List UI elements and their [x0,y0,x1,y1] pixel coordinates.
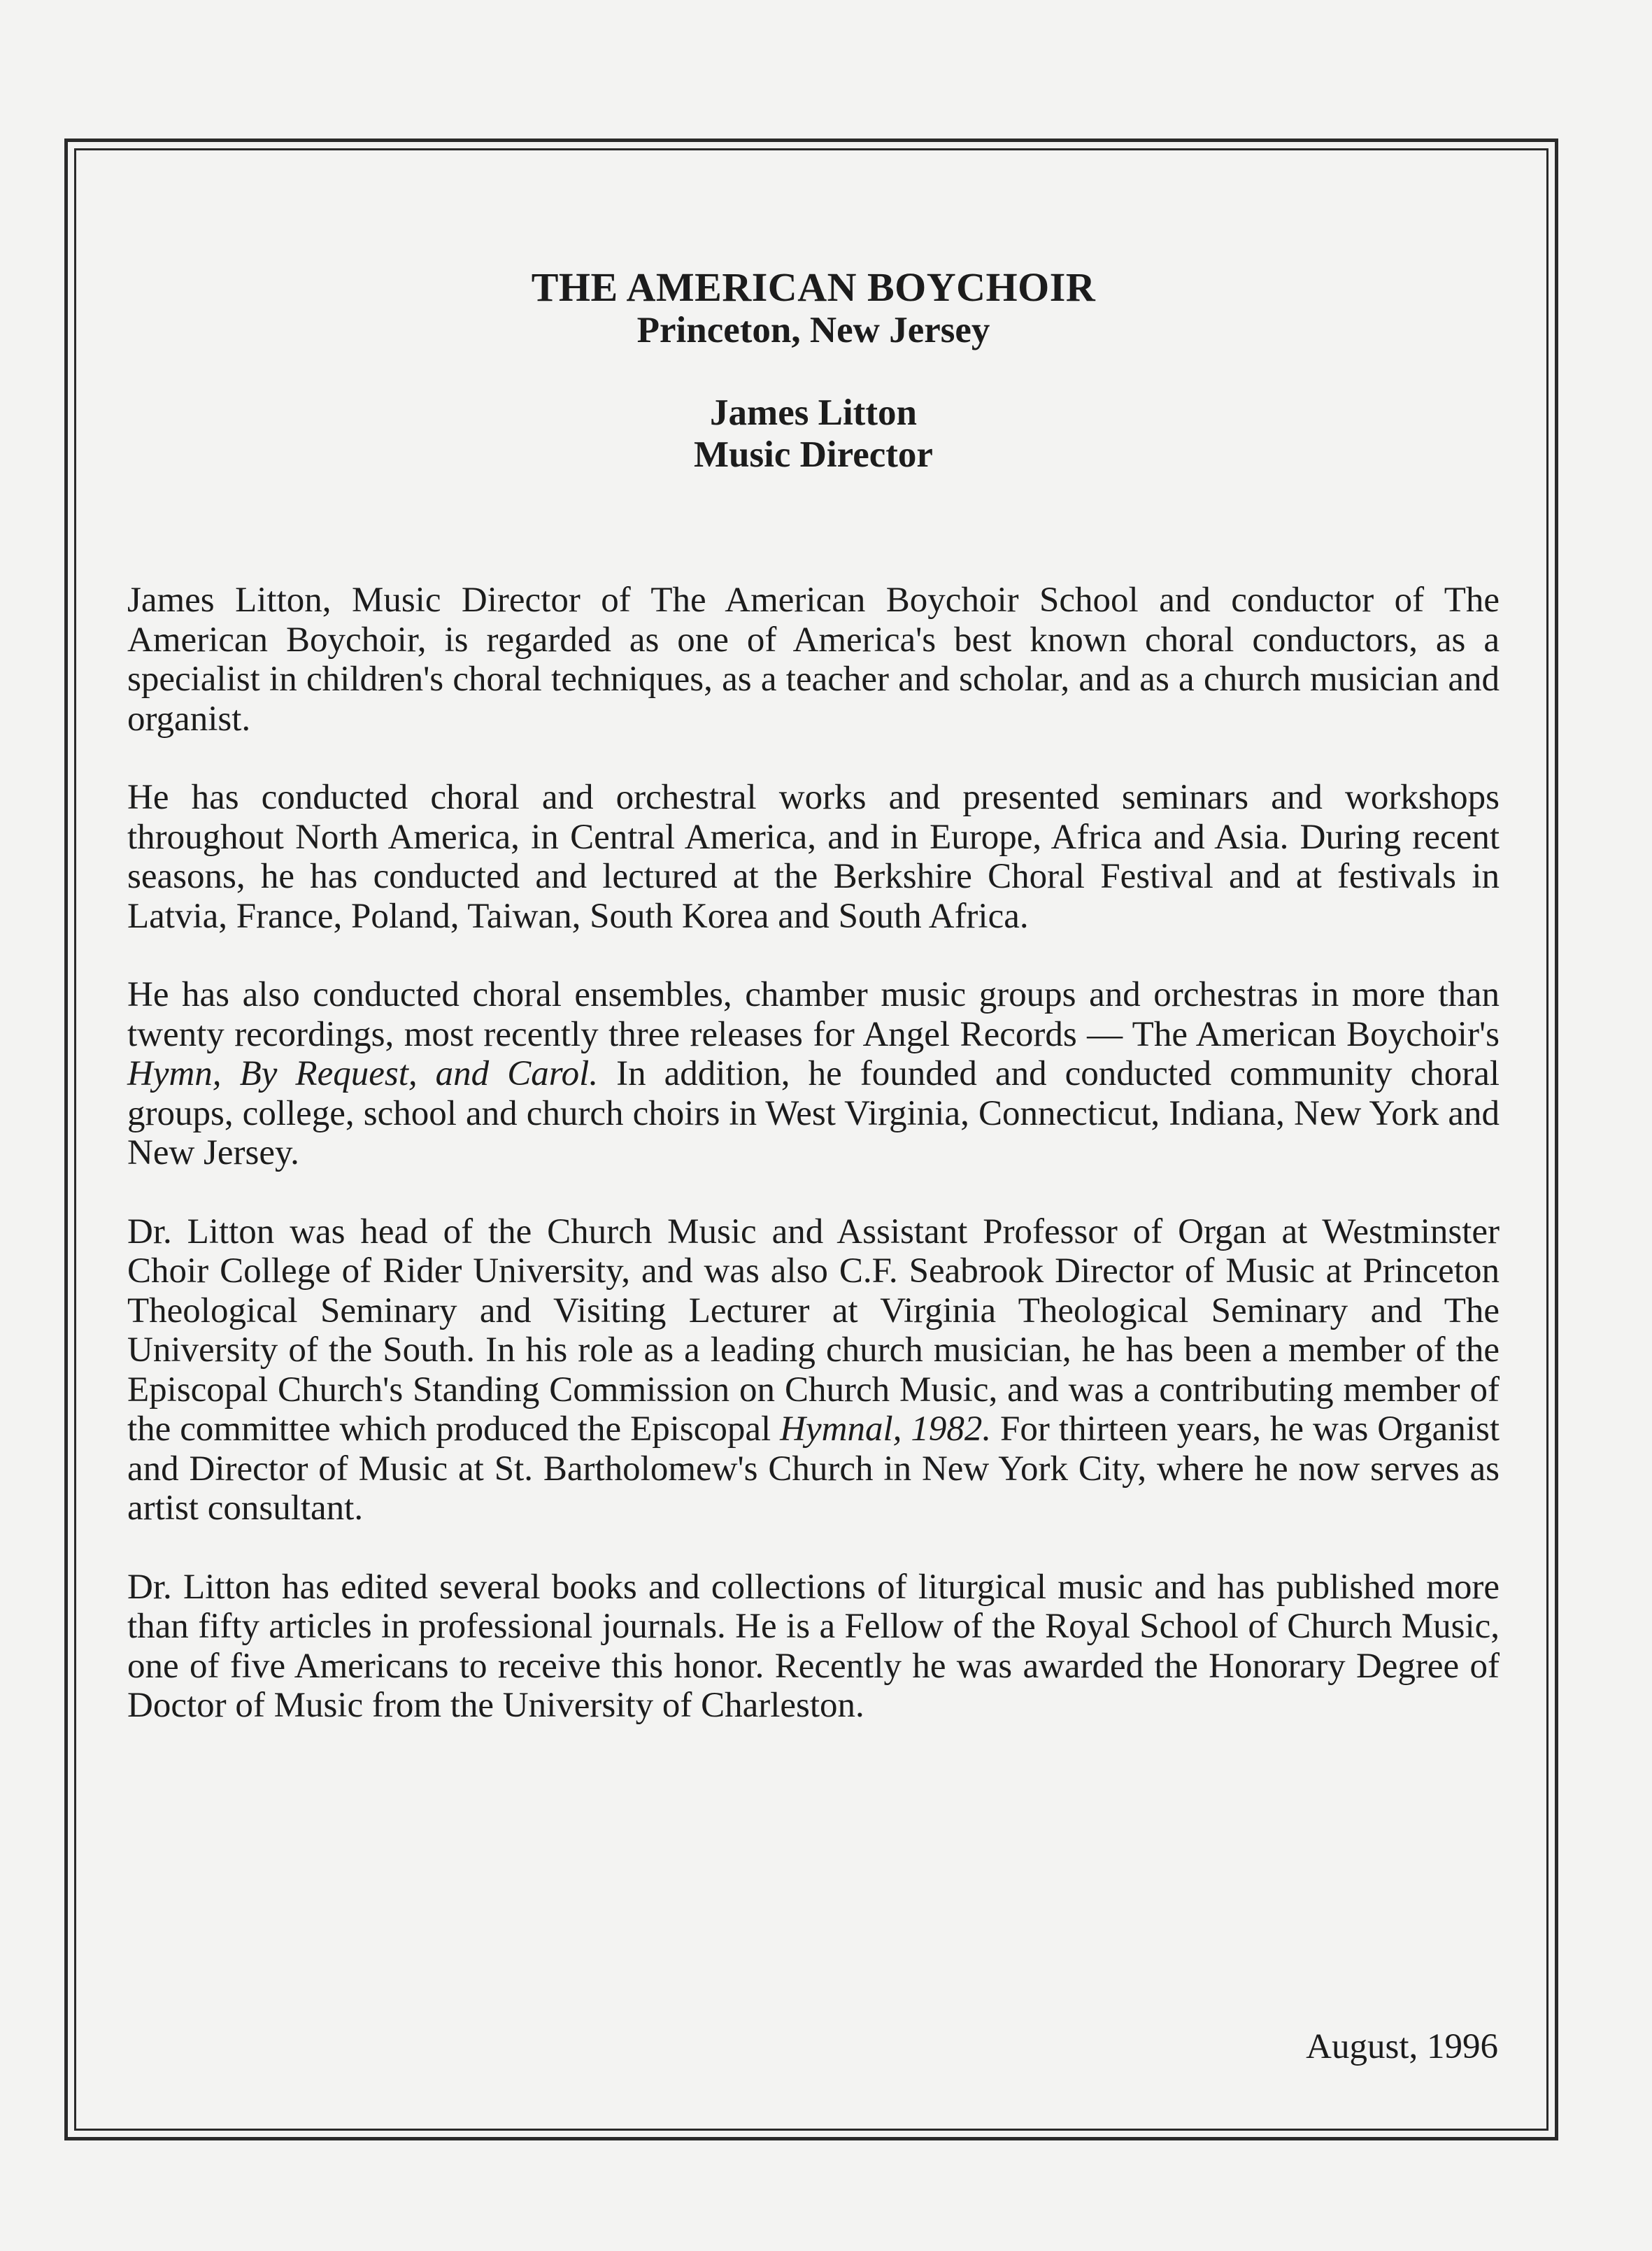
positions-text-end: For thirteen years, he was Organist and Director of Music at St. Bartholomew's Church in New York City, where he now serves as artist consultant. [127,1409,1500,1528]
organization-title: THE AMERICAN BOYCHOIR [531,264,1096,310]
organization-location: Princeton, New Jersey [636,310,990,350]
paragraph-publications: Dr. Litton has edited several books and collections of liturgical music and has published more than fifty articles in professional journals. He is a Fellow of the Royal School of Church Music, one of five Americans to receive this honor. Recently he was awarded the Honorary Degree of Doctor of Music from the University of Charleston. [127,1567,1500,1725]
biography-body [127,581,1500,1726]
recordings-text-start: He has also conducted choral ensembles, chamber music groups and orchestras in more than twenty recordings, most recently three releases for Angel Records — The American Boychoir's [127,975,1500,1054]
title-block [127,266,1500,351]
document-content [127,266,1500,1765]
recordings-text-end: In addition, he founded and conducted community choral groups, college, school and church choirs in West Virginia, Connecticut, Indiana, New York and New Jersey. [127,1054,1500,1172]
paragraph-intro: James Litton, Music Director of The American Boychoir School and conductor of The American Boychoir, is regarded as one of America's best known choral conductors, as a specialist in children's choral techniques, as a teacher and scholar, and as a church musician and organist. [127,581,1500,739]
director-block [127,392,1500,476]
director-title: Music Director [694,434,933,475]
paragraph-recordings [127,975,1500,1173]
recording-titles: Hymn, By Request, and Carol. [127,1054,599,1093]
document-date: August, 1996 [1306,2027,1498,2066]
paragraph-conducting: He has conducted choral and orchestral works and presented seminars and workshops throughout North America, in Central America, and in Europe, Africa and Asia. During recent seasons, he has conducted and lectured at the Berkshire Choral Festival and at festivals in Latvia, France, Poland, Taiwan, South Korea and South Africa. [127,778,1500,936]
paragraph-positions [127,1212,1500,1528]
director-name: James Litton [710,392,917,433]
positions-text-start: Dr. Litton was head of the Church Music and Assistant Professor of Organ at Westminster Choir College of Rider University, and was also C.F. Seabrook Director of Music at Princeton Theological Seminary and Visiting Lecturer at Virginia Theological Seminary and The University of the South. In his role as a leading church musician, he has been a member of the Episcopal Church's Standing Commission on Church Music, and was a contributing member of the committee which produced the Episcopal [127,1212,1500,1449]
hymnal-title: Hymnal, 1982. [780,1409,992,1449]
